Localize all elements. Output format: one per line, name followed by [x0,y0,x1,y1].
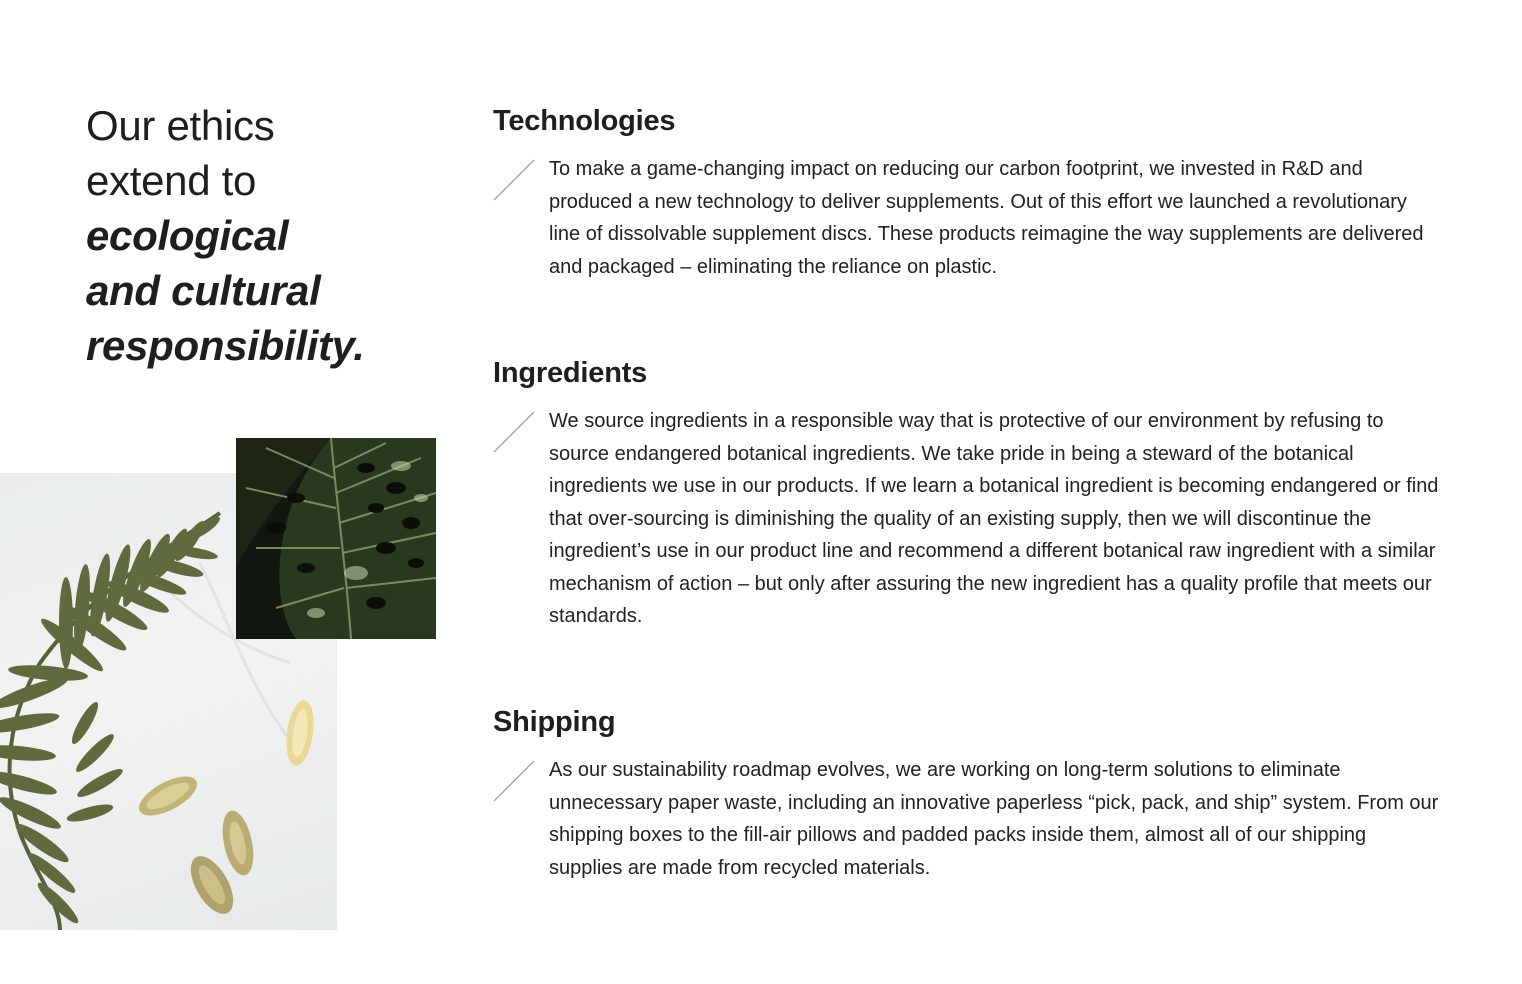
headline-line-4: and cultural [86,267,321,314]
monstera-leaf-illustration [236,438,436,639]
section-technologies [493,103,1443,283]
section-shipping [493,704,1443,884]
section-title-technologies: Technologies [493,105,676,137]
section-title-ingredients: Ingredients [493,357,648,389]
monstera-leaf-image [236,438,436,639]
page-headline [86,98,426,373]
section-title-shipping: Shipping [493,706,616,738]
headline-line-5: responsibility. [86,322,365,369]
slash-divider-icon [493,760,535,802]
section-body-shipping: As our sustainability roadmap evolves, we are working on long-term solutions to eliminate unnecessary paper waste, including an innovative paperless “pick, pack, and ship” system. From our shipping boxes to the fill-air pillows and padded packs inside them, almost all of our shipping supplies are made from recycled materials. [549,759,1439,879]
slash-divider-icon [493,159,535,201]
headline-line-3: ecological [86,212,289,259]
slash-divider-icon [493,411,535,453]
headline-line-2: extend to [86,157,257,204]
section-body-ingredients-wrap [493,405,1443,633]
headline-line-1: Our ethics [86,102,275,149]
section-body-technologies-wrap [493,153,1443,283]
section-body-technologies: To make a game-changing impact on reducing our carbon footprint, we invested in R&D and produced a new technology to deliver supplements. Out of this effort we launched a revolutionary line of dissolvable supplement discs. These products reimagine the way supplements are delivered and packaged – eliminating the reliance on plastic. [549,158,1424,278]
section-body-ingredients: We source ingredients in a responsible way that is protective of our environment by refusing to source endangered botanical ingredients. We take pride in being a steward of the botanical ingredients we use in our products. If we learn a botanical ingredient is becoming endangered or find that over-sourcing is diminishing the quality of an existing supply, then we will discontinue the ingredient’s use in our product line and recommend a different botanical raw ingredient with a similar mechanism of action – but only after assuring the new ingredient has a quality profile that meets our standards. [549,410,1439,627]
section-ingredients [493,355,1443,633]
section-body-shipping-wrap [493,754,1443,884]
